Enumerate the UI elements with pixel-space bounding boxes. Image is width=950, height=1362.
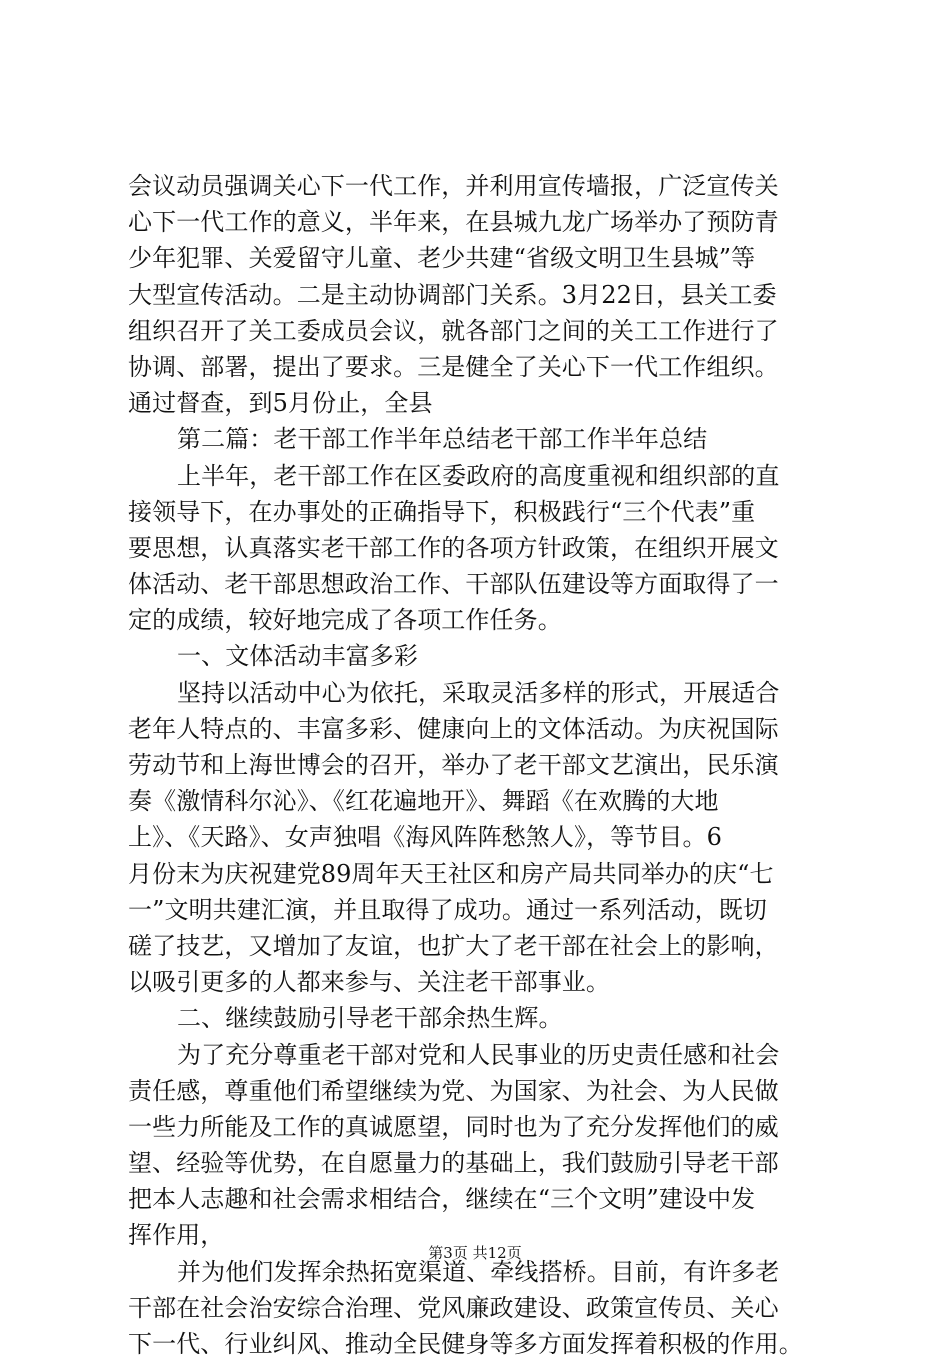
- text-line: 并为他们发挥余热拓宽渠道、牵线搭桥。目前，有许多老: [177, 1257, 780, 1286]
- text-line: 少年犯罪、关爱留守儿童、老少共建“省级文明卫生县城”等: [128, 244, 756, 273]
- text-line: 下一代、行业纠风、推动全民健身等多方面发挥着积极的作用。: [128, 1330, 803, 1358]
- text-line: 第二篇：老干部工作半年总结老干部工作半年总结: [177, 425, 708, 454]
- text-line: 定的成绩，较好地完成了各项工作任务。: [128, 606, 562, 635]
- text-line: 一些力所能及工作的真诚愿望，同时也为了充分发挥他们的威: [128, 1112, 779, 1141]
- text-line: 奏《激情科尔沁》、《红花遍地开》、舞蹈《在欢腾的大地: [128, 787, 719, 816]
- text-line: 干部在社会治安综合治理、党风廉政建设、政策宣传员、关心: [128, 1293, 779, 1322]
- text-line: 老年人特点的、丰富多彩、健康向上的文体活动。为庆祝国际: [128, 714, 779, 743]
- page-footer: 第3页 共12页: [428, 1244, 522, 1262]
- text-line: 大型宣传活动。二是主动协调部门关系。3月22日，县关工委: [128, 280, 777, 309]
- text-line: 体活动、老干部思想政治工作、干部队伍建设等方面取得了一: [128, 570, 779, 599]
- text-line: 一、文体活动丰富多彩: [177, 642, 418, 671]
- text-line: 坚持以活动中心为依托，采取灵活多样的形式，开展适合: [177, 678, 780, 707]
- text-line: 心下一代工作的意义，半年来，在县城九龙广场举办了预防青: [128, 208, 779, 237]
- text-line: 二、继续鼓励引导老干部余热生辉。: [177, 1004, 563, 1033]
- text-line: 会议动员强调关心下一代工作，并利用宣传墙报，广泛宣传关: [128, 172, 779, 200]
- text-line: 上》、《天路》、女声独唱《海风阵阵愁煞人》，等节目。6: [128, 823, 722, 852]
- text-line: 劳动节和上海世博会的召开，举办了老干部文艺演出，民乐演: [128, 751, 779, 779]
- text-line: 以吸引更多的人都来参与、关注老干部事业。: [128, 968, 610, 997]
- text-line: 通过督查，到5月份止，全县: [128, 389, 433, 418]
- text-line: 望、经验等优势，在自愿量力的基础上，我们鼓励引导老干部: [128, 1149, 779, 1178]
- text-line: 要思想，认真落实老干部工作的各项方针政策，在组织开展文: [128, 533, 779, 562]
- text-line: 组织召开了关工委成员会议，就各部门之间的关工工作进行了: [128, 316, 779, 345]
- text-line: 把本人志趣和社会需求相结合，继续在“三个文明”建设中发: [128, 1185, 756, 1214]
- text-line: 月份末为庆祝建党89周年天王社区和房产局共同举办的庆“七: [128, 859, 774, 888]
- text-line: 挥作用，: [128, 1221, 225, 1250]
- text-line: 接领导下，在办事处的正确指导下，积极践行“三个代表”重: [128, 497, 756, 526]
- document-body: [128, 168, 834, 1362]
- text-line: 为了充分尊重老干部对党和人民事业的历史责任感和社会: [177, 1040, 780, 1069]
- text-line: 协调、部署，提出了要求。三是健全了关心下一代工作组织。: [128, 352, 779, 381]
- text-line: 磋了技艺，又增加了友谊，也扩大了老干部在社会上的影响，: [128, 931, 779, 960]
- text-line: 上半年，老干部工作在区委政府的高度重视和组织部的直: [177, 461, 780, 490]
- text-line: 责任感，尊重他们希望继续为党、为国家、为社会、为人民做: [128, 1076, 779, 1105]
- text-line: 一”文明共建汇演，并且取得了成功。通过一系列活动，既切: [128, 895, 767, 924]
